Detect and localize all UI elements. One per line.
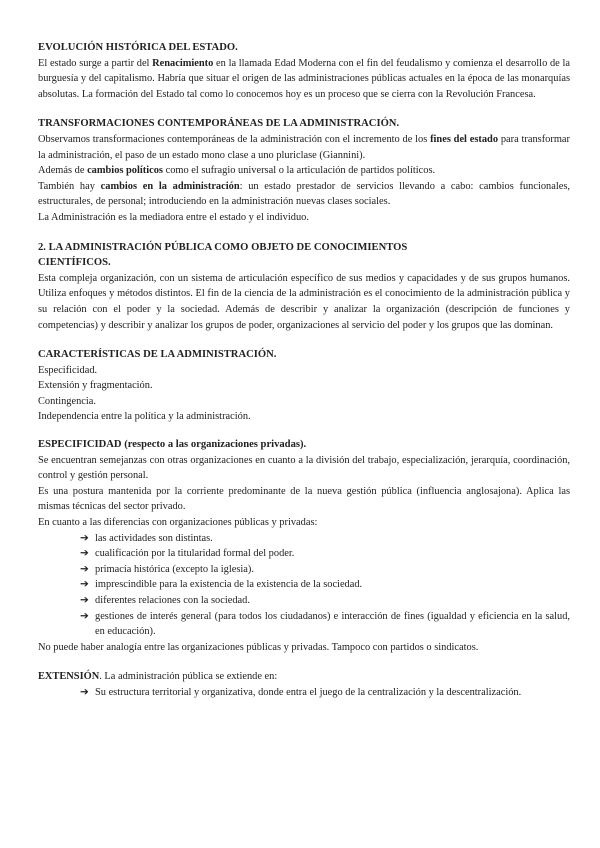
section-title: TRANSFORMACIONES CONTEMPORÁNEAS DE LA ADMINISTRACIÓN. bbox=[38, 118, 400, 130]
paragraph: No puede haber analogía entre las organizaciones públicas y privadas. Tampoco con partidos o sindicatos. bbox=[38, 641, 479, 653]
section-title: ESPECIFICIDAD (respecto a las organizaciones privadas). bbox=[38, 439, 307, 451]
list-item: ➔ primacía histórica (excepto la iglesia). bbox=[80, 562, 570, 578]
list-item: ➔ Su estructura territorial y organizativa, donde entra el juego de la centralización y la descentralización. bbox=[80, 685, 570, 701]
list-item: Contingencia. bbox=[38, 395, 97, 407]
section-caracteristicas bbox=[38, 347, 570, 425]
arrow-right-icon: ➔ bbox=[80, 563, 89, 575]
list-item: ➔ diferentes relaciones con la sociedad. bbox=[80, 593, 570, 609]
list-item: ➔ cualificación por la titularidad formal del poder. bbox=[80, 546, 570, 562]
arrow-right-icon: ➔ bbox=[80, 548, 89, 560]
section-title: CARACTERÍSTICAS DE LA ADMINISTRACIÓN. bbox=[38, 349, 277, 361]
list-item: ➔ gestiones de interés general (para todos los ciudadanos) e interacción de fines (igualdad y eficiencia en la salud, en educación). bbox=[80, 610, 570, 638]
arrow-right-icon: ➔ bbox=[80, 686, 89, 698]
paragraph: El estado surge a partir del Renacimiento en la llamada Edad Moderna con el fin del feudalismo y comienza el desarrollo de la burguesía y del capitalismo. Habría que situar el origen de las administraciones públicas actuales en la época de las monarquías absolutas. La formación del Estado tal como lo conocemos hoy es un proceso que se cierra con la Revolución Francesa. bbox=[38, 57, 570, 100]
section-extension bbox=[38, 669, 570, 700]
section-title: EVOLUCIÓN HISTÓRICA DEL ESTADO. bbox=[38, 42, 238, 53]
section-especificidad bbox=[38, 437, 570, 655]
document-page bbox=[38, 40, 570, 701]
section-title: 2. LA ADMINISTRACIÓN PÚBLICA COMO OBJETO DE CONOCIMIENTOS CIENTÍFICOS. bbox=[38, 241, 408, 269]
arrow-right-icon: ➔ bbox=[80, 532, 89, 544]
arrow-right-icon: ➔ bbox=[80, 610, 89, 622]
paragraph: Es una postura mantenida por la corriente predominante de la nueva gestión pública (influencia anglosajona). Aplica las mismas técnicas del sector privado. bbox=[38, 485, 570, 513]
section-title: EXTENSIÓN bbox=[38, 671, 100, 683]
paragraph: Observamos transformaciones contemporáneas de la administración con el incremento de los fines del estado para transformar la administración, el paso de un estado mono clase a uno pluriclase (Giannini). bbox=[38, 133, 570, 161]
list-item: Independencia entre la política y la administración. bbox=[38, 411, 251, 423]
arrow-right-icon: ➔ bbox=[80, 579, 89, 591]
section-evolucion bbox=[38, 40, 570, 102]
paragraph: Esta compleja organización, con un sistema de articulación específico de sus medios y capacidades y de sus grupos humanos. Utiliza enfoques y métodos distintos. El fin de la ciencia de la administración es el conocimiento de la administración pública y su relación con el poder y la sociedad. Además de describir y analizar la organización (descripción de funciones y competencias) y describir y analizar los grupos de poder, organizaciones al servicio del poder y los grupos que las dominan. bbox=[38, 272, 570, 331]
paragraph: EXTENSIÓN. La administración pública se extiende en: bbox=[38, 671, 278, 683]
arrow-list bbox=[38, 531, 570, 640]
paragraph: También hay cambios en la administración: un estado prestador de servicios llevando a cabo: cambios funcionales, estructurales, de personal; introduciendo en la administración nuevas clases sociales. bbox=[38, 180, 570, 208]
list-item: Especificidad. bbox=[38, 364, 98, 376]
paragraph: Se encuentran semejanzas con otras organizaciones en cuanto a la división del trabajo, especialización, jerarquía, coordinación, control y gestión personal. bbox=[38, 454, 570, 482]
arrow-right-icon: ➔ bbox=[80, 595, 89, 606]
list-item: ➔ imprescindible para la existencia de la existencia de la sociedad. bbox=[80, 577, 570, 593]
paragraph: La Administración es la mediadora entre el estado y el individuo. bbox=[38, 211, 309, 223]
list-item: ➔ las actividades son distintas. bbox=[80, 531, 570, 547]
section-transformaciones bbox=[38, 116, 570, 225]
arrow-list bbox=[38, 685, 570, 701]
paragraph: En cuanto a las diferencias con organizaciones públicas y privadas: bbox=[38, 517, 318, 529]
list-item: Extensión y fragmentación. bbox=[38, 380, 153, 392]
section-objeto-conocimiento bbox=[38, 240, 570, 334]
paragraph: Además de cambios políticos como el sufragio universal o la articulación de partidos políticos. bbox=[38, 165, 436, 177]
